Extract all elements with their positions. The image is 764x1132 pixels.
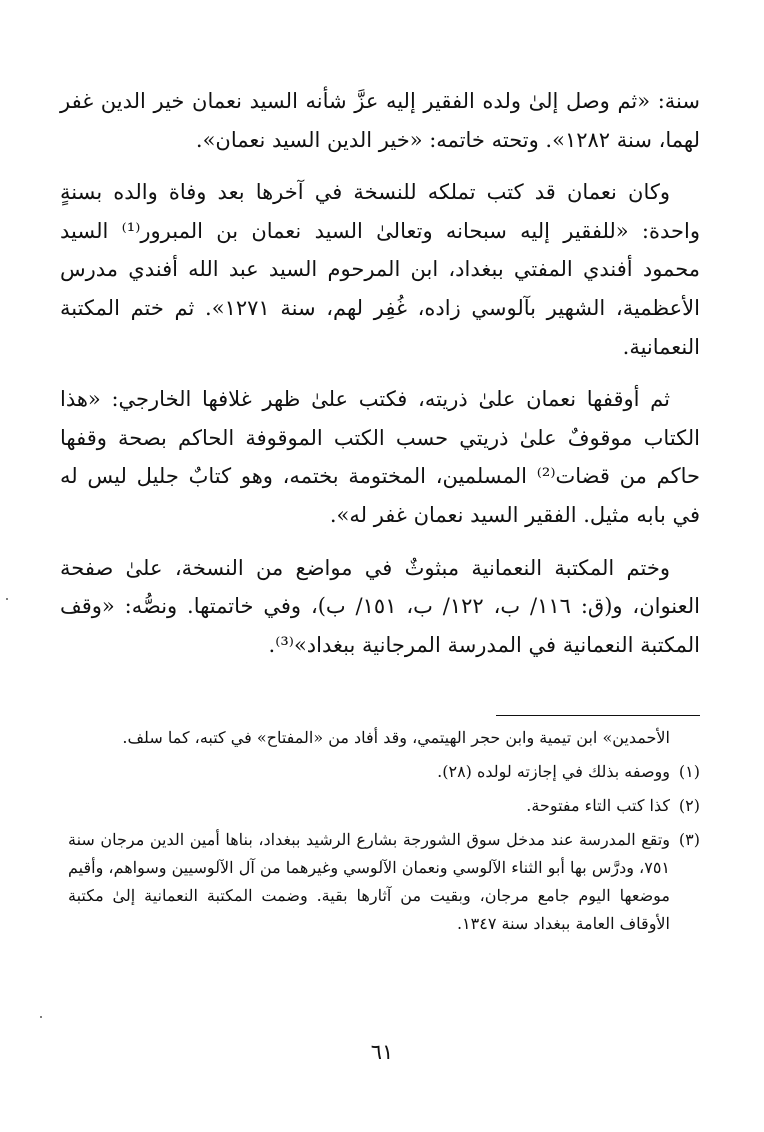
footnotes — [68, 724, 700, 944]
footnote-text: وتقع المدرسة عند مدخل سوق الشورجة بشارع الرشيد ببغداد، بناها أمين الدين مرجان سنة ٧٥١، ودرَّس بها أبو الثناء الآلوسي ونعمان الآلوسي وغيرهما من آل الآلوسيين وسواهم، وأقيم موضعها اليوم جامع مرجان، وبقيت من آثارها بقية. وضمت المكتبة النعمانية إلىٰ مكتبة الأوقاف العامة ببغداد سنة ١٣٤٧. — [68, 830, 670, 933]
main-text — [60, 82, 700, 678]
footnote-continuation: الأحمدين» ابن تيمية وابن حجر الهيتمي، وقد أفاد من «المفتاح» في كتبه، كما سلف. — [122, 728, 670, 747]
footnote-divider — [496, 715, 700, 716]
scan-speck — [6, 598, 8, 600]
footnote-number: (٣) — [678, 830, 700, 849]
footnote-number: (٢) — [678, 796, 700, 815]
footnote-number: (١) — [678, 762, 700, 781]
paragraph: ثم أوقفها نعمان علىٰ ذريته، فكتب علىٰ ظهر غلافها الخارجي: «هذا الكتاب موقوفٌ علىٰ ذريتي حسب الكتب الموقوفة الحاكم بصحة وقفها حاكم من قضات⁽²⁾ المسلمين، المختومة بختمه، وهو كتابٌ جليل ليس له في بابه مثيل. الفقير السيد نعمان غفر له». — [60, 387, 700, 527]
footnote — [68, 826, 700, 938]
footnote-text: ووصفه بذلك في إجازته لولده (٢٨). — [437, 762, 670, 781]
paragraph: سنة: «ثم وصل إلىٰ ولده الفقير إليه عزَّ شأنه السيد نعمان خير الدين غفر لهما، سنة ١٢٨٢». وتحته خاتمه: «خير الدين السيد نعمان». — [60, 89, 700, 152]
footnote — [68, 792, 700, 820]
footnote-text: كذا كتب التاء مفتوحة. — [526, 796, 670, 815]
scan-speck — [40, 1016, 42, 1018]
paragraph: وكان نعمان قد كتب تملكه للنسخة في آخرها بعد وفاة والده بسنةٍ واحدة: «للفقير إليه سبحانه وتعالىٰ السيد نعمان بن المبرور⁽¹⁾ السيد محمود أفندي المفتي ببغداد، ابن المرحوم السيد عبد الله أفندي مدرس الأعظمية، الشهير بآلوسي زاده، غُفِر لهم، سنة ١٢٧١». ثم ختم المكتبة النعمانية. — [60, 180, 700, 359]
footnote — [68, 758, 700, 786]
paragraph: وختم المكتبة النعمانية مبثوثٌ في مواضع من النسخة، علىٰ صفحة العنوان، و(ق: ١١٦/ ب، ١٢٢/ ب، ١٥١/ ب)، وفي خاتمتها. ونصُّه: «وقف المكتبة النعمانية في المدرسة المرجانية ببغداد»⁽³⁾. — [60, 555, 700, 657]
page-number: ٦١ — [370, 1040, 394, 1064]
